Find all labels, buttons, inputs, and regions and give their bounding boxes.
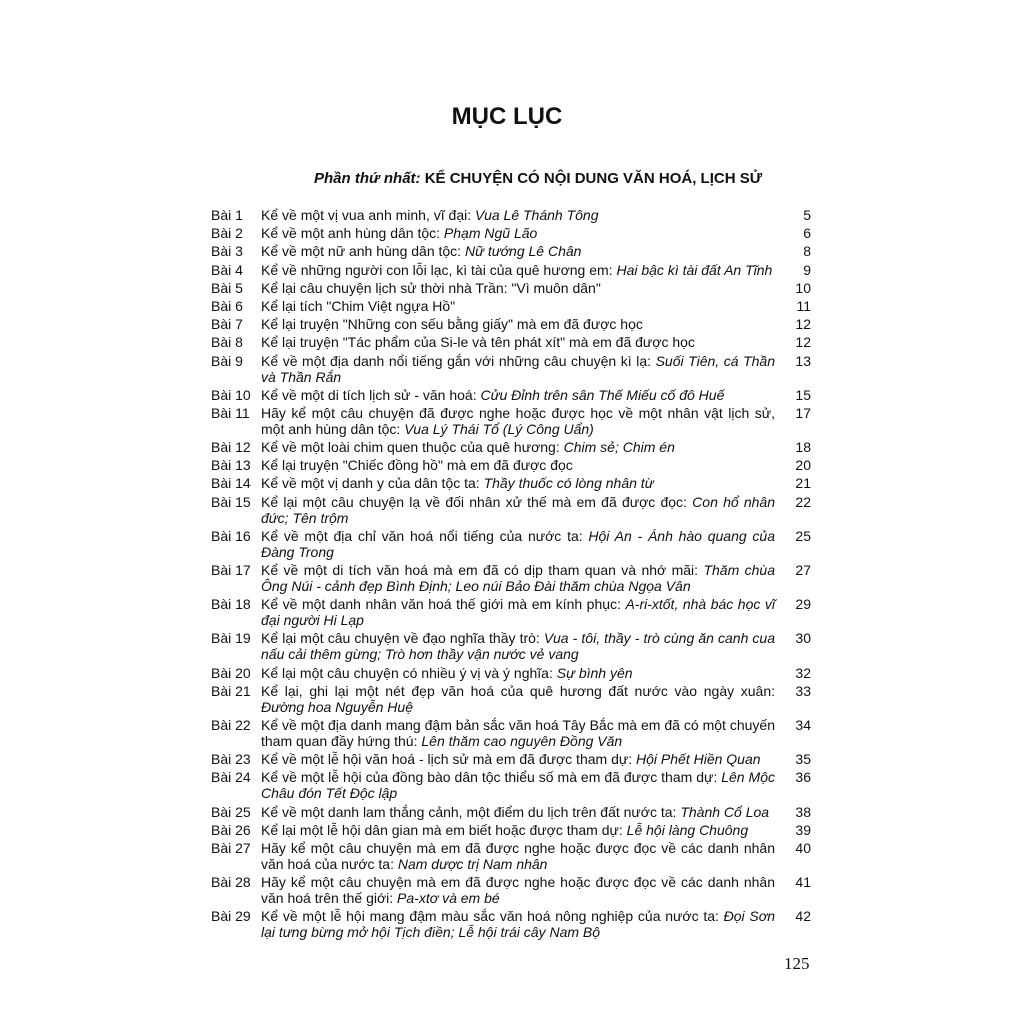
toc-entry (211, 822, 811, 838)
toc-entry (211, 298, 811, 314)
lesson-subject: Pa-xtơ và em bé (397, 890, 500, 907)
lesson-number: Bài 19 (211, 630, 251, 647)
lesson-title-text: Hãy kể một câu chuyện mà em đã được nghe hoặc được đọc về các danh nhân văn hoá trên thế giới: (261, 874, 775, 907)
lesson-title-text: Kể về một loài chim quen thuộc của quê hương: (261, 439, 564, 456)
lesson-title (261, 717, 775, 749)
lesson-title (261, 475, 775, 491)
lesson-number: Bài 13 (211, 457, 251, 474)
lesson-page: 10 (795, 279, 811, 296)
lesson-title (261, 665, 775, 681)
lesson-subject: Phạm Ngũ Lão (443, 225, 538, 242)
lesson-title (261, 316, 775, 332)
lesson-subject: Vua Lê Thánh Tông (475, 207, 599, 223)
toc-entry (211, 528, 811, 560)
lesson-subject: Cửu Đỉnh trên sân Thế Miếu cố đô Huế (480, 386, 725, 403)
lesson-title-text: Kể về một nữ anh hùng dân tộc: (261, 243, 465, 260)
lesson-title-text: Kể về một vị vua anh minh, vĩ đại: (261, 207, 475, 223)
lesson-number: Bài 9 (211, 352, 243, 369)
lesson-page: 38 (795, 803, 811, 820)
lesson-title (261, 769, 775, 801)
lesson-number: Bài 6 (211, 297, 243, 314)
lesson-title (261, 840, 775, 872)
lesson-title-text: Kể lại một câu chuyện có nhiều ý vị và ý nghĩa: (261, 664, 557, 681)
lesson-page: 33 (795, 682, 811, 699)
lesson-title (261, 683, 775, 715)
lesson-subject: Nữ tướng Lê Chân (464, 243, 582, 260)
lesson-title (261, 908, 775, 940)
lesson-title (261, 528, 775, 560)
lesson-page: 35 (795, 751, 811, 768)
lesson-number: Bài 16 (211, 527, 251, 544)
lesson-number: Bài 10 (211, 386, 251, 403)
lesson-page: 6 (803, 225, 811, 242)
toc-entry (211, 280, 811, 296)
lesson-page: 40 (795, 839, 811, 856)
lesson-page: 22 (795, 493, 811, 510)
lesson-title-text: Kể lại một câu chuyện lạ về đối nhân xử thế mà em đã được đọc: (261, 493, 693, 510)
toc-entry (211, 439, 811, 455)
lesson-title (261, 457, 775, 473)
lesson-title-text: Hãy kể một câu chuyện mà em đã được nghe hoặc được đọc về các danh nhân văn hoá của nước ta: (261, 839, 775, 872)
lesson-title-text: Kể lại một lễ hội dân gian mà em biết hoặc được tham dự: (261, 821, 627, 838)
lesson-title-text: Kể về một anh hùng dân tộc: (261, 225, 444, 242)
section-label: Phần thứ nhất: (314, 170, 421, 187)
lesson-title (261, 387, 775, 403)
lesson-number: Bài 14 (211, 475, 251, 492)
toc-entry (211, 840, 811, 872)
lesson-subject: A-ri-xtốt, nhà bác học vĩ đại người Hi Lạp (261, 596, 776, 629)
lesson-title-text: Kể về một vị danh y của dân tộc ta: (261, 475, 484, 492)
lesson-subject: Lên thăm cao nguyên Đồng Văn (421, 732, 623, 749)
lesson-number: Bài 3 (211, 243, 243, 260)
toc-entry (211, 717, 811, 749)
lesson-title (261, 562, 775, 594)
lesson-title (261, 207, 775, 223)
lesson-page: 17 (795, 404, 811, 421)
lesson-number: Bài 15 (211, 493, 251, 510)
toc-entry (211, 457, 811, 473)
lesson-number: Bài 20 (211, 664, 251, 681)
lesson-title-text: Kể lại truyện "Chiếc đồng hồ" mà em đã được đọc (261, 457, 573, 474)
lesson-page: 30 (795, 630, 811, 647)
toc-entry (211, 243, 811, 259)
lesson-subject: Sự bình yên (556, 664, 633, 681)
lesson-number: Bài 21 (211, 682, 251, 699)
lesson-page: 18 (795, 439, 811, 456)
section-heading (314, 170, 762, 187)
lesson-subject: Thăm chùa Ông Núi - cảnh đẹp Bình Định; Leo núi Bảo Đài thăm chùa Ngọa Vân (261, 562, 775, 594)
toc-entry (211, 683, 811, 715)
lesson-page: 34 (795, 716, 811, 733)
lesson-page: 21 (795, 475, 811, 492)
lesson-page: 41 (795, 874, 811, 891)
lesson-number: Bài 5 (211, 279, 243, 296)
lesson-title-text: Kể về một di tích lịch sử - văn hoá: (261, 386, 481, 403)
lesson-subject: Hội Phết Hiền Quan (636, 751, 761, 768)
toc-entry (211, 665, 811, 681)
lesson-subject: Hội An - Ánh hào quang của Đàng Trong (261, 527, 775, 560)
lesson-title-text: Kể lại truyện "Tác phẩm của Si-le và tên phát xít" mà em đã được học (261, 334, 695, 351)
lesson-title (261, 262, 775, 278)
lesson-page: 39 (795, 821, 811, 838)
table-of-contents (211, 207, 811, 942)
lesson-number: Bài 23 (211, 751, 251, 768)
lesson-title (261, 405, 775, 437)
lesson-page: 36 (795, 769, 811, 786)
lesson-title (261, 280, 775, 296)
lesson-title-text: Kể về một lễ hội của đồng bào dân tộc thiểu số mà em đã được tham dự: (261, 769, 722, 786)
lesson-title (261, 439, 775, 455)
lesson-subject: Suối Tiên, cá Thần và Thần Rắn (261, 352, 775, 385)
lesson-subject: Đường hoa Nguyễn Huệ (261, 698, 413, 715)
lesson-title-text: Kể về một lễ hội văn hoá - lịch sử mà em đã được tham dự: (261, 751, 637, 768)
page-number: 125 (784, 954, 810, 973)
lesson-title-text: Kể về một danh nhân văn hoá thế giới mà em kính phục: (261, 596, 626, 613)
lesson-number: Bài 12 (211, 439, 251, 456)
lesson-title-text: Kể lại, ghi lại một nét đẹp văn hoá của quê hương đất nước vào ngày xuân: (261, 682, 775, 699)
lesson-title (261, 225, 775, 241)
lesson-title-text: Kể về một địa danh nổi tiếng gắn với những câu chuyện kì lạ: (261, 352, 656, 369)
lesson-title-text: Kể về một danh lam thắng cảnh, một điểm du lịch trên đất nước ta: (261, 803, 681, 820)
toc-entry (211, 751, 811, 767)
lesson-title (261, 596, 775, 628)
lesson-title (261, 874, 775, 906)
lesson-page: 20 (795, 457, 811, 474)
lesson-title-text: Kể lại câu chuyện lịch sử thời nhà Trần: "Vì muôn dân" (261, 279, 601, 296)
lesson-number: Bài 26 (211, 821, 251, 838)
lesson-title-text: Kể về một địa chỉ văn hoá nổi tiếng của nước ta: (261, 527, 589, 544)
lesson-number: Bài 28 (211, 874, 251, 891)
lesson-title-text: Kể về những người con lỗi lạc, kì tài của quê hương em: (261, 261, 617, 278)
toc-entry (211, 405, 811, 437)
toc-entry (211, 353, 811, 385)
lesson-title-text: Kể về một di tích văn hoá mà em đã có dịp tham quan và nhớ mãi: (261, 562, 704, 578)
toc-entry (211, 225, 811, 241)
lesson-title-text: Kể về một địa danh mang đậm bản sắc văn hoá Tây Bắc mà em đã có một chuyến tham quan đầy hứng thú: (261, 716, 775, 749)
toc-entry (211, 475, 811, 491)
section-heading-text: KỂ CHUYỆN CÓ NỘI DUNG VĂN HOÁ, LỊCH SỬ (424, 170, 763, 187)
lesson-subject: Thành Cổ Loa (680, 803, 770, 820)
lesson-title-text: Kể lại một câu chuyện về đạo nghĩa thầy trò: (261, 630, 544, 647)
lesson-number: Bài 7 (211, 316, 243, 333)
lesson-subject: Thầy thuốc có lòng nhân từ (483, 475, 654, 492)
lesson-title (261, 630, 775, 662)
lesson-subject: Con hổ nhân đức; Tên trộm (261, 493, 775, 526)
lesson-title (261, 334, 775, 350)
lesson-number: Bài 1 (211, 207, 243, 223)
toc-entry (211, 908, 811, 940)
toc-entry (211, 874, 811, 906)
lesson-subject: Lễ hội làng Chuông (626, 821, 749, 838)
lesson-number: Bài 27 (211, 839, 251, 856)
lesson-subject: Lên Mộc Châu đón Tết Độc lập (261, 769, 775, 802)
lesson-page: 11 (796, 297, 811, 314)
toc-entry (211, 387, 811, 403)
toc-entry (211, 207, 811, 223)
lesson-page: 32 (795, 664, 811, 681)
lesson-page: 8 (803, 243, 811, 260)
toc-entry (211, 316, 811, 332)
lesson-subject: Nam dược trị Nam nhân (397, 855, 548, 872)
lesson-number: Bài 8 (211, 334, 243, 351)
lesson-number: Bài 2 (211, 225, 243, 242)
toc-entry (211, 769, 811, 801)
lesson-page: 9 (803, 261, 811, 278)
lesson-subject: Vua Lý Thái Tổ (Lý Công Uẩn) (404, 420, 594, 437)
lesson-title (261, 298, 775, 314)
lesson-subject: Chim sẻ; Chim én (563, 439, 675, 456)
lesson-title-text: Kể về một lễ hội mang đậm màu sắc văn hoá nông nghiệp của nước ta: (261, 908, 724, 925)
toc-entry (211, 804, 811, 820)
lesson-title-text: Kể lại tích "Chim Việt ngựa Hồ" (261, 297, 456, 314)
lesson-number: Bài 18 (211, 596, 251, 613)
toc-entry (211, 562, 811, 594)
toc-entry (211, 262, 811, 278)
lesson-number: Bài 24 (211, 769, 251, 786)
lesson-page: 25 (795, 527, 811, 544)
lesson-page: 29 (795, 596, 811, 613)
lesson-page: 15 (795, 386, 811, 403)
toc-entry (211, 334, 811, 350)
lesson-title-text: Kể lại truyện "Những con sếu bằng giấy" mà em đã được học (261, 316, 643, 333)
toc-entry (211, 494, 811, 526)
lesson-title-text: Hãy kể một câu chuyện đã được nghe hoặc được học về một nhân vật lịch sử, một anh hùng dân tộc: (261, 404, 775, 437)
lesson-number: Bài 17 (211, 562, 251, 578)
lesson-title (261, 804, 775, 820)
toc-entry (211, 596, 811, 628)
lesson-page: 42 (795, 908, 811, 925)
lesson-number: Bài 25 (211, 803, 251, 820)
lesson-number: Bài 29 (211, 908, 251, 925)
lesson-subject: Hai bậc kì tài đất An Tĩnh (616, 261, 773, 278)
lesson-number: Bài 4 (211, 261, 243, 278)
lesson-page: 13 (795, 352, 811, 369)
lesson-title (261, 822, 775, 838)
lesson-page: 12 (795, 316, 811, 333)
lesson-subject: Đọi Sơn lại tưng bừng mở hội Tịch điền; Lễ hội trái cây Nam Bộ (261, 908, 775, 941)
lesson-page: 12 (795, 334, 811, 351)
lesson-page: 5 (803, 207, 811, 223)
lesson-title (261, 243, 775, 259)
lesson-title (261, 751, 775, 767)
lesson-page: 27 (795, 562, 811, 578)
page-title: MỤC LỤC (451, 103, 563, 130)
lesson-title (261, 353, 775, 385)
lesson-title (261, 494, 775, 526)
toc-entry (211, 630, 811, 662)
lesson-number: Bài 11 (211, 404, 250, 421)
lesson-subject: Vua - tôi, thầy - trò cùng ăn canh cua nấu cải thêm gừng; Trò hơn thầy vận nước vẻ vang (261, 630, 776, 663)
lesson-number: Bài 22 (211, 716, 251, 733)
